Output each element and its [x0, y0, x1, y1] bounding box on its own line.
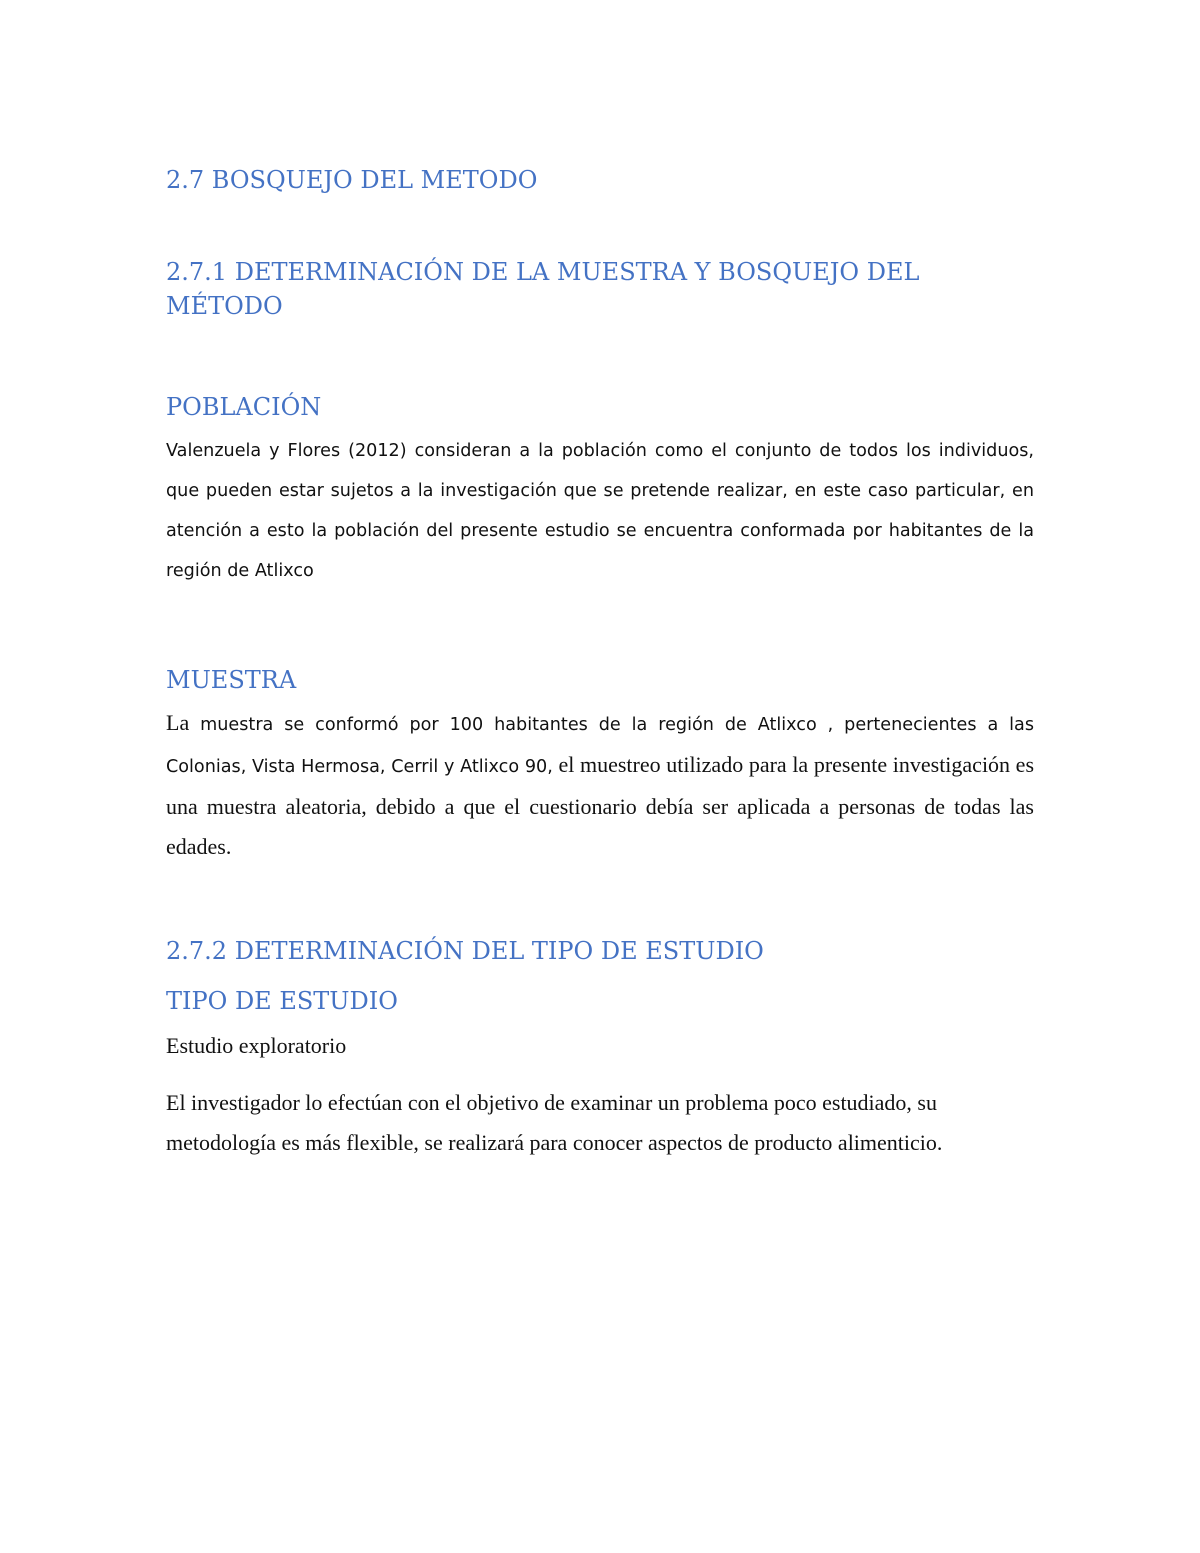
muestra-sans-part: muestra se conformó por 100 habitantes de la región de Atlixco , pertenecientes a las Colonias, Vista Hermosa, Cerril y Atlixco 90,: [166, 715, 1034, 777]
tipo-estudio-paragraph: El investigador lo efectúan con el objetivo de examinar un problema poco estudiado, su metodología es más flexible, se realizará para conocer aspectos de producto alimenticio.: [166, 1090, 943, 1155]
muestra-serif-part: el muestreo utilizado para la presente investigación es una muestra aleatoria, debido a que el cuestionario debía ser aplicada a personas de todas las edades.: [166, 752, 1035, 859]
heading-muestra: MUESTRA: [166, 666, 297, 694]
poblacion-paragraph: Valenzuela y Flores (2012) consideran a la población como el conjunto de todos los individuos, que pueden estar sujetos a la investigación que se pretende realizar, en este caso particular, en atención a esto la población del presente estudio se encuentra conformada por habitantes de la región de Atlixco: [166, 441, 1034, 581]
heading-2-7-1: 2.7.1 DETERMINACIÓN DE LA MUESTRA Y BOSQUEJO DEL MÉTODO: [166, 258, 920, 320]
heading-2-7: 2.7 BOSQUEJO DEL METODO: [166, 166, 538, 194]
muestra-paragraph: [166, 703, 1034, 867]
tipo-estudio-value: Estudio exploratorio: [166, 1033, 347, 1058]
heading-tipo-estudio: TIPO DE ESTUDIO: [166, 987, 398, 1015]
heading-2-7-2: 2.7.2 DETERMINACIÓN DEL TIPO DE ESTUDIO: [166, 937, 764, 965]
muestra-lead: La: [166, 710, 190, 735]
heading-poblacion: POBLACIÓN: [166, 393, 322, 421]
